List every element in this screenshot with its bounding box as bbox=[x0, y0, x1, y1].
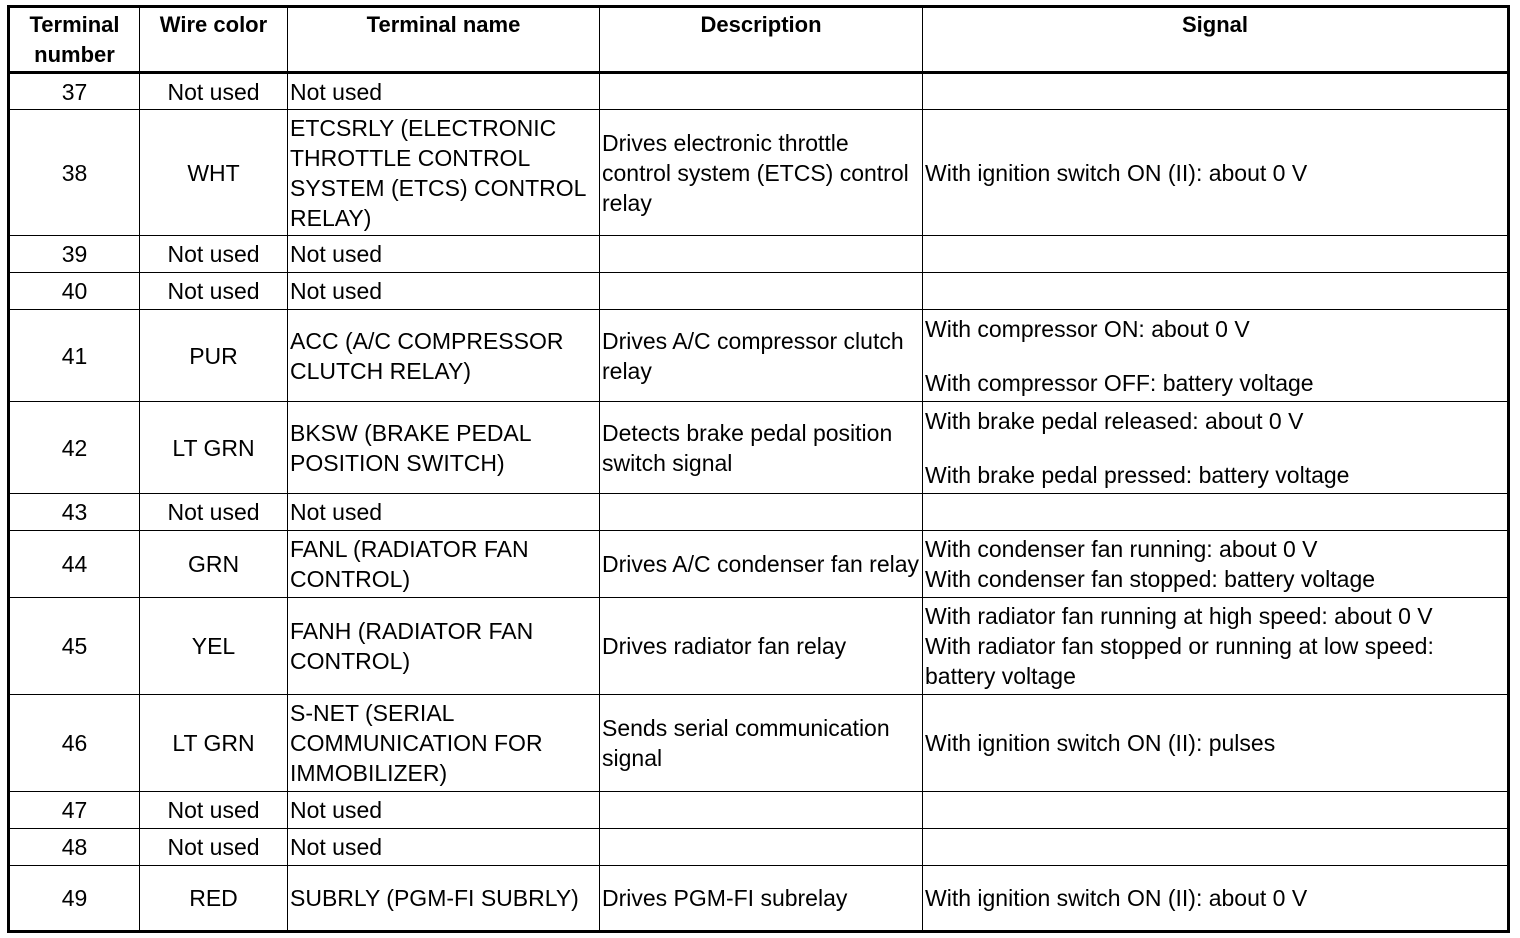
table-row bbox=[9, 829, 1509, 866]
wire-color-cell: LT GRN bbox=[140, 402, 288, 494]
signal-cell bbox=[923, 792, 1509, 829]
terminal-name-cell: BKSW (BRAKE PEDAL POSITION SWITCH) bbox=[288, 402, 600, 494]
signal-line: With ignition switch ON (II): pulses bbox=[925, 730, 1276, 756]
signal-line: With brake pedal released: about 0 V bbox=[925, 407, 1304, 434]
table-row bbox=[9, 598, 1509, 695]
header-terminal-name: Terminal name bbox=[288, 7, 600, 73]
signal-line: With condenser fan stopped: battery voltage bbox=[925, 566, 1376, 592]
description-cell: Drives A/C compressor clutch relay bbox=[600, 310, 923, 402]
table-row bbox=[9, 531, 1509, 598]
wire-color-cell: Not used bbox=[140, 73, 288, 110]
signal-cell bbox=[923, 829, 1509, 866]
table-row bbox=[9, 310, 1509, 402]
signal-cell bbox=[923, 273, 1509, 310]
terminal-number-cell: 42 bbox=[9, 402, 140, 494]
wire-color-cell: YEL bbox=[140, 598, 288, 695]
signal-line: With ignition switch ON (II): about 0 V bbox=[925, 159, 1308, 186]
table-row bbox=[9, 494, 1509, 531]
table-row bbox=[9, 866, 1509, 932]
signal-cell bbox=[923, 236, 1509, 273]
terminal-name-cell: Not used bbox=[288, 236, 600, 273]
signal-line: With radiator fan stopped or running at low speed: bbox=[925, 633, 1434, 659]
signal-cell bbox=[923, 494, 1509, 531]
signal-cell bbox=[923, 310, 1509, 402]
wire-color-cell: Not used bbox=[140, 829, 288, 866]
description-cell bbox=[600, 273, 923, 310]
description-cell: Drives radiator fan relay bbox=[600, 598, 923, 695]
signal-line: battery voltage bbox=[925, 663, 1076, 689]
terminal-name-cell: ACC (A/C COMPRESSOR CLUTCH RELAY) bbox=[288, 310, 600, 402]
terminal-number-cell: 45 bbox=[9, 598, 140, 695]
signal-line: With compressor OFF: battery voltage bbox=[925, 369, 1314, 396]
signal-cell bbox=[923, 531, 1509, 598]
description-cell: Sends serial communication signal bbox=[600, 695, 923, 792]
signal-line: With brake pedal pressed: battery voltage bbox=[925, 461, 1350, 488]
terminal-number-cell: 39 bbox=[9, 236, 140, 273]
header-description: Description bbox=[600, 7, 923, 73]
signal-cell bbox=[923, 73, 1509, 110]
wire-color-cell: WHT bbox=[140, 110, 288, 236]
signal-cell bbox=[923, 110, 1509, 236]
signal-cell bbox=[923, 402, 1509, 494]
wire-color-cell: GRN bbox=[140, 531, 288, 598]
description-cell: Detects brake pedal position switch signal bbox=[600, 402, 923, 494]
table-body bbox=[9, 73, 1509, 932]
terminal-name-cell: S-NET (SERIAL COMMUNICATION FOR IMMOBILIZER) bbox=[288, 695, 600, 792]
terminal-number-cell: 44 bbox=[9, 531, 140, 598]
wire-color-cell: Not used bbox=[140, 792, 288, 829]
terminal-name-cell: FANH (RADIATOR FAN CONTROL) bbox=[288, 598, 600, 695]
terminal-name-cell: ETCSRLY (ELECTRONIC THROTTLE CONTROL SYSTEM (ETCS) CONTROL RELAY) bbox=[288, 110, 600, 236]
terminal-number-cell: 41 bbox=[9, 310, 140, 402]
wire-color-cell: Not used bbox=[140, 236, 288, 273]
header-terminal-number: Terminal number bbox=[9, 7, 140, 73]
header-row bbox=[9, 7, 1509, 73]
wire-color-cell: Not used bbox=[140, 494, 288, 531]
table-row bbox=[9, 73, 1509, 110]
terminal-number-cell: 40 bbox=[9, 273, 140, 310]
terminal-name-cell: Not used bbox=[288, 792, 600, 829]
terminal-name-cell: Not used bbox=[288, 829, 600, 866]
signal-cell bbox=[923, 866, 1509, 932]
signal-line: With ignition switch ON (II): about 0 V bbox=[925, 885, 1308, 911]
wire-color-cell: PUR bbox=[140, 310, 288, 402]
wire-color-cell: RED bbox=[140, 866, 288, 932]
signal-line: With compressor ON: about 0 V bbox=[925, 315, 1250, 342]
wire-color-cell: LT GRN bbox=[140, 695, 288, 792]
terminal-number-cell: 49 bbox=[9, 866, 140, 932]
header-wire-color: Wire color bbox=[140, 7, 288, 73]
signal-line: With radiator fan running at high speed: about 0 V bbox=[925, 603, 1433, 629]
description-cell: Drives A/C condenser fan relay bbox=[600, 531, 923, 598]
description-cell: Drives electronic throttle control system (ETCS) control relay bbox=[600, 110, 923, 236]
terminal-number-cell: 43 bbox=[9, 494, 140, 531]
description-cell: Drives PGM-FI subrelay bbox=[600, 866, 923, 932]
terminal-name-cell: Not used bbox=[288, 73, 600, 110]
description-cell bbox=[600, 494, 923, 531]
table-row bbox=[9, 402, 1509, 494]
table-row bbox=[9, 110, 1509, 236]
table-row bbox=[9, 273, 1509, 310]
terminal-number-cell: 46 bbox=[9, 695, 140, 792]
signal-line: With condenser fan running: about 0 V bbox=[925, 536, 1318, 562]
table-row bbox=[9, 695, 1509, 792]
terminal-name-cell: FANL (RADIATOR FAN CONTROL) bbox=[288, 531, 600, 598]
terminal-number-cell: 37 bbox=[9, 73, 140, 110]
description-cell bbox=[600, 73, 923, 110]
terminal-table bbox=[7, 5, 1510, 933]
table-row bbox=[9, 792, 1509, 829]
description-cell bbox=[600, 792, 923, 829]
header-signal: Signal bbox=[923, 7, 1509, 73]
signal-cell bbox=[923, 598, 1509, 695]
terminal-number-cell: 38 bbox=[9, 110, 140, 236]
wire-color-cell: Not used bbox=[140, 273, 288, 310]
description-cell bbox=[600, 829, 923, 866]
terminal-number-cell: 48 bbox=[9, 829, 140, 866]
description-cell bbox=[600, 236, 923, 273]
terminal-name-cell: Not used bbox=[288, 273, 600, 310]
terminal-name-cell: Not used bbox=[288, 494, 600, 531]
terminal-number-cell: 47 bbox=[9, 792, 140, 829]
table-row bbox=[9, 236, 1509, 273]
signal-cell bbox=[923, 695, 1509, 792]
terminal-name-cell: SUBRLY (PGM-FI SUBRLY) bbox=[288, 866, 600, 932]
